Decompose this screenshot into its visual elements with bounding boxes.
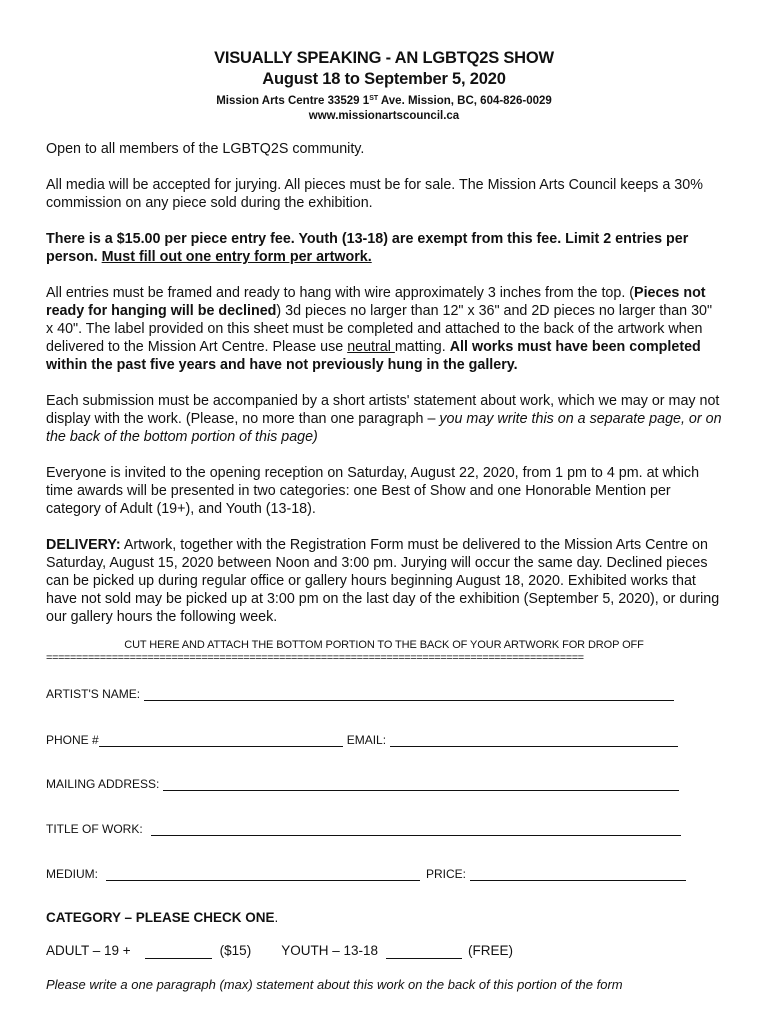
paragraph-delivery: DELIVERY: Artwork, together with the Registration Form must be delivered to the Mission Arts Centre on Saturday, August 15, 2020 between Noon and 3:00 pm. Jurying will occur the same day. Declined pieces can be picked up during regular office or gallery hours beginning August 18, 2020. Exhibited works that have not sold may be picked up at 3:00 pm on the last day of the exhibition (September 5, 2020), or during our gallery hours the following week. [46, 537, 720, 625]
youth-category-label: YOUTH – 13-18 [281, 943, 378, 958]
venue-address: Mission Arts Centre 33529 1ST Ave. Mission, BC, 604-826-0029 [216, 95, 552, 107]
price-label: PRICE: [426, 867, 467, 881]
show-title: VISUALLY SPEAKING - AN LGBTQ2S SHOW [214, 49, 554, 67]
price-field[interactable] [470, 867, 686, 881]
mailing-address-row [46, 777, 722, 791]
paragraph-entry-fee: There is a $15.00 per piece entry fee. Youth (13-18) are exempt from this fee. Limit 2 entries per person. Must fill out one entry form per artwork. [46, 231, 689, 265]
category-options [46, 943, 722, 959]
medium-field[interactable] [106, 867, 420, 881]
statement-note: Please write a one paragraph (max) statement about this work on the back of this portion of the form [46, 977, 623, 992]
email-label: EMAIL: [346, 733, 387, 747]
adult-check-field[interactable] [145, 944, 212, 959]
title-of-work-field[interactable] [151, 822, 681, 836]
cut-divider: ========================================================================================== [46, 652, 584, 664]
contact-row [46, 733, 722, 747]
paragraph-framing: All entries must be framed and ready to hang with wire approximately 3 inches from the top. (Pieces not ready for hanging will be declined) 3d pieces no larger than 12" x 36" and 2D pieces no larger than 30" x 40". The label provided on this sheet must be completed and attached to the back of the artwork when delivered to the Mission Art Centre. Please use neutral matting. All works must have been completed within the past five years and have not previously hung in the gallery. [46, 285, 713, 373]
medium-label: MEDIUM: [46, 867, 98, 881]
paragraph-media: All media will be accepted for jurying. All pieces must be for sale. The Mission Arts Council keeps a 30% commission on any piece sold during the exhibition. [46, 177, 703, 211]
show-dates: August 18 to September 5, 2020 [262, 70, 506, 88]
phone-field[interactable] [99, 733, 343, 747]
adult-fee: ($15) [219, 943, 252, 958]
category-heading: CATEGORY – PLEASE CHECK ONE. [46, 910, 279, 925]
cut-instruction: CUT HERE AND ATTACH THE BOTTOM PORTION TO THE BACK OF YOUR ARTWORK FOR DROP OFF [124, 639, 644, 651]
website-link[interactable]: www.missionartscouncil.ca [308, 110, 460, 122]
paragraph-reception: Everyone is invited to the opening reception on Saturday, August 22, 2020, from 1 pm to 4 pm. at which time awards will be presented in two categories: one Best of Show and one Honorable Mention per category of Adult (19+), and Youth (13-18). [46, 465, 700, 517]
mailing-address-label: MAILING ADDRESS: [46, 777, 160, 791]
title-of-work-row [46, 822, 722, 836]
artist-name-field[interactable] [144, 687, 674, 701]
youth-fee: (FREE) [467, 943, 513, 958]
artist-name-label: ARTIST'S NAME: [46, 687, 141, 701]
medium-price-row [46, 867, 722, 881]
adult-category-label: ADULT – 19 + [46, 943, 131, 958]
paragraph-artist-statement: Each submission must be accompanied by a short artists' statement about work, which we may or may not display with the work. (Please, no more than one paragraph – you may write this on a separate page, or on the back of the bottom portion of this page) [46, 393, 722, 445]
registration-form [46, 0, 722, 1024]
title-of-work-label: TITLE OF WORK: [46, 822, 143, 836]
youth-check-field[interactable] [386, 944, 462, 959]
phone-label: PHONE # [46, 733, 99, 747]
artist-name-row [46, 687, 722, 701]
email-field[interactable] [390, 733, 678, 747]
mailing-address-field[interactable] [163, 777, 679, 791]
paragraph-eligibility: Open to all members of the LGBTQ2S community. [46, 141, 365, 157]
